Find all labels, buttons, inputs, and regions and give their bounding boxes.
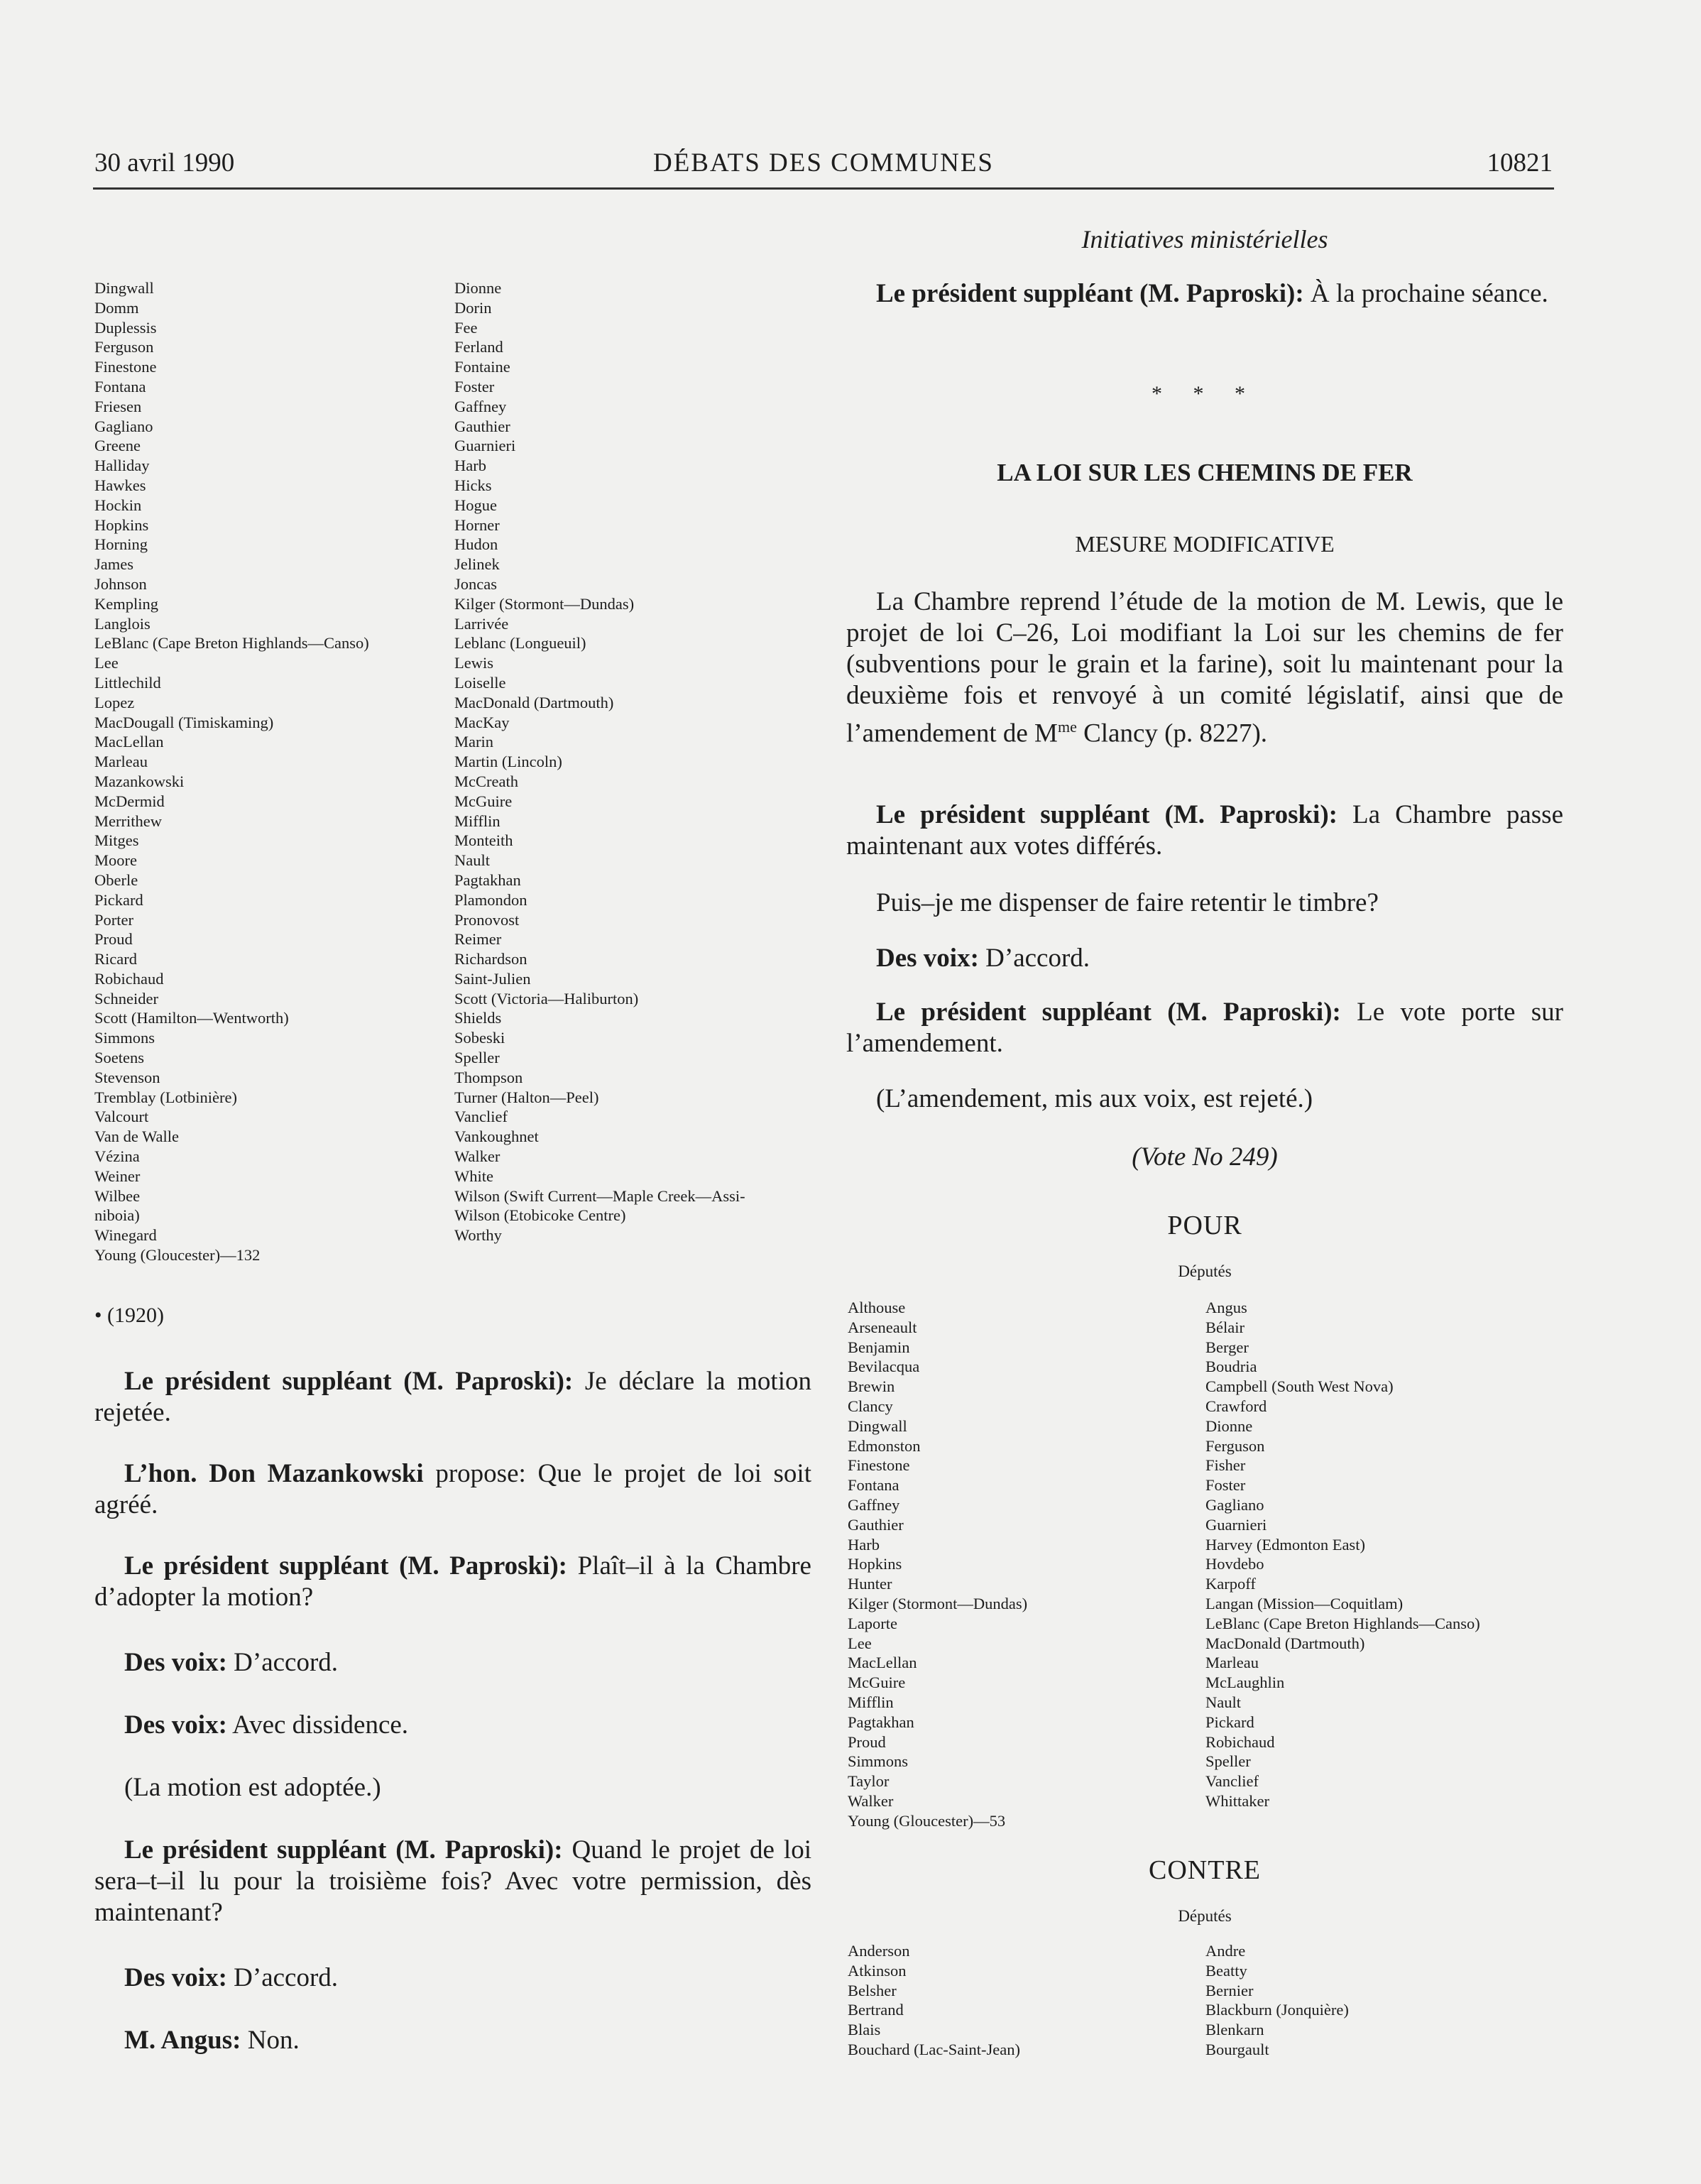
- speech-text: Non.: [241, 2026, 300, 2055]
- page-header: [94, 148, 1553, 187]
- list-item: Harb: [848, 1535, 880, 1554]
- list-item: Blais: [848, 2021, 881, 2039]
- list-item: Bevilacqua: [848, 1358, 920, 1376]
- list-item: Ferland: [454, 338, 503, 356]
- list-item: Van de Walle: [94, 1128, 179, 1146]
- list-item: Dionne: [454, 279, 502, 297]
- list-item: Scott (Victoria—Haliburton): [454, 989, 639, 1008]
- list-item: Richardson: [454, 950, 527, 968]
- list-item: Bertrand: [848, 2001, 904, 2019]
- list-item: Gauthier: [848, 1515, 904, 1534]
- list-item: Hawkes: [94, 476, 146, 494]
- list-item: Foster: [1205, 1476, 1246, 1495]
- list-item: Brewin: [848, 1377, 895, 1396]
- paragraph-right-5: [846, 943, 1563, 974]
- list-item: MacKay: [454, 713, 510, 731]
- list-item: Tremblay (Lotbinière): [94, 1088, 237, 1106]
- list-item: Gaffney: [454, 397, 507, 415]
- list-item: Harvey (Edmonton East): [1205, 1535, 1365, 1554]
- header-page-number: 10821: [1487, 148, 1553, 178]
- speaker-name: Des voix:: [876, 944, 979, 973]
- list-item: James: [94, 555, 133, 574]
- speaker-name: Le président suppléant (M. Paproski):: [876, 800, 1338, 829]
- section-label: Initiatives ministérielles: [1081, 225, 1328, 253]
- list-item: McDermid: [94, 792, 165, 810]
- list-item: Gaffney: [848, 1495, 900, 1514]
- list-item: Dingwall: [94, 279, 154, 297]
- name-list-left-col1: [94, 278, 449, 1265]
- list-item: Soetens: [94, 1049, 144, 1067]
- paragraph-left-8: [94, 1962, 811, 1994]
- list-item: Taylor: [848, 1772, 890, 1791]
- pour-heading: POUR: [1167, 1211, 1242, 1240]
- paragraph-right-2: [846, 586, 1563, 749]
- procedural-note: (L’amendement, mis aux voix, est rejeté.): [876, 1084, 1313, 1113]
- speaker-name: Le président suppléant (M. Paproski):: [124, 1367, 574, 1396]
- list-item: Vanclief: [454, 1108, 508, 1126]
- list-item: Gagliano: [1205, 1495, 1264, 1514]
- list-item: Fee: [454, 318, 478, 337]
- superscript: me: [1057, 718, 1077, 736]
- speaker-name: Le président suppléant (M. Paproski):: [124, 1835, 563, 1864]
- list-item: Anderson: [848, 1942, 910, 1960]
- list-item: Hopkins: [848, 1555, 902, 1573]
- speaker-name: M. Angus:: [124, 2026, 241, 2055]
- list-item: Finestone: [94, 358, 157, 376]
- paragraph-left-4: [94, 1647, 811, 1678]
- list-item: Marleau: [1205, 1654, 1259, 1672]
- list-item: Pickard: [1205, 1713, 1254, 1731]
- section-heading: LA LOI SUR LES CHEMINS DE FER: [997, 459, 1413, 486]
- list-item: Mazankowski: [94, 772, 185, 790]
- list-item: Langan (Mission—Coquitlam): [1205, 1594, 1404, 1612]
- list-item: Mifflin: [848, 1693, 894, 1711]
- list-item: Foster: [454, 377, 495, 395]
- speaker-name: Le président suppléant (M. Paproski):: [876, 998, 1341, 1027]
- list-item: Belsher: [848, 1981, 897, 1999]
- speaker-name: Des voix:: [124, 1710, 227, 1740]
- list-item: Langlois: [94, 614, 151, 633]
- list-item: Speller: [1205, 1752, 1251, 1771]
- list-item: Bouchard (Lac-Saint-Jean): [848, 2040, 1021, 2058]
- list-item: Bernier: [1205, 1981, 1254, 1999]
- list-item: Berger: [1205, 1338, 1249, 1356]
- list-item: Speller: [454, 1049, 500, 1067]
- list-item: Benjamin: [848, 1338, 910, 1356]
- list-item: Merrithew: [94, 812, 162, 830]
- list-item: Althouse: [848, 1299, 906, 1316]
- pour-list-col2: [1205, 1298, 1575, 1811]
- list-item: Wilson (Etobicoke Centre): [454, 1206, 626, 1225]
- header-title: DÉBATS DES COMMUNES: [652, 148, 994, 178]
- list-item: Walker: [848, 1791, 894, 1810]
- list-item: Mitges: [94, 831, 139, 850]
- list-item: Blackburn (Jonquière): [1205, 2001, 1349, 2019]
- list-item: Monteith: [454, 831, 513, 850]
- speech-text: La Chambre reprend l’étude de la motion de M. Lewis, que le projet de loi C–26, Loi modifiant la Loi sur les chemins de fer (subventions pour le grain et la farine), soit lu maintenant pour la deuxième fois et renvoyé à un comité législatif, ainsi que de l’amendement de M: [846, 587, 1563, 748]
- list-item: Ferguson: [1205, 1436, 1265, 1455]
- list-item: Mifflin: [454, 812, 501, 830]
- speech-text: Le vote porte sur l’amendement.: [846, 998, 1563, 1058]
- list-item: White: [454, 1167, 493, 1185]
- list-item: Blenkarn: [1205, 2021, 1264, 2039]
- list-item: Clancy: [848, 1397, 893, 1415]
- list-item: Worthy: [454, 1226, 502, 1245]
- list-item: Saint-Julien: [454, 969, 531, 988]
- contre-list-col1: [848, 1941, 1203, 2060]
- list-item: Pickard: [94, 890, 143, 909]
- contre-heading: CONTRE: [1149, 1855, 1261, 1885]
- list-item: Karpoff: [1205, 1575, 1256, 1593]
- list-item: Nault: [1205, 1693, 1241, 1711]
- list-item: Walker: [454, 1147, 501, 1166]
- separator-stars: * * *: [1152, 382, 1258, 405]
- list-item: Schneider: [94, 989, 158, 1008]
- list-item: Laporte: [848, 1614, 897, 1632]
- list-item: MacDougall (Timiskaming): [94, 713, 274, 731]
- procedural-note: (La motion est adoptée.): [124, 1773, 381, 1802]
- list-item: Angus: [1205, 1299, 1247, 1316]
- speaker-name: Des voix:: [124, 1648, 227, 1677]
- list-item: Guarnieri: [1205, 1515, 1267, 1534]
- list-item: Lee: [94, 654, 119, 672]
- paragraph-left-9: [94, 2025, 811, 2056]
- list-item: Simmons: [848, 1752, 909, 1771]
- paragraph-left-2: [94, 1458, 811, 1521]
- list-item: Robichaud: [94, 969, 164, 988]
- list-item: Lewis: [454, 654, 493, 672]
- section-subheading: MESURE MODIFICATIVE: [1075, 531, 1335, 557]
- list-item: Guarnieri: [454, 437, 516, 455]
- list-item: Gauthier: [454, 417, 510, 435]
- list-item: Lee: [848, 1634, 872, 1652]
- speaker-name: Le président suppléant (M. Paproski):: [124, 1551, 567, 1580]
- vote-number: (Vote No 249): [1132, 1142, 1278, 1172]
- list-item: Robichaud: [1205, 1732, 1275, 1751]
- list-item: Jelinek: [454, 555, 500, 574]
- list-item: Marleau: [94, 753, 148, 771]
- speech-text: Plaît–il à la Chambre d’adopter la motion?: [94, 1551, 811, 1612]
- list-item: Hunter: [848, 1575, 892, 1593]
- list-item: Edmonston: [848, 1436, 921, 1455]
- list-item: Atkinson: [848, 1961, 907, 1980]
- list-item: Dingwall: [848, 1416, 907, 1435]
- list-item: Nault: [454, 851, 490, 870]
- list-item: Johnson: [94, 574, 147, 593]
- speech-text: Puis–je me dispenser de faire retentir le timbre?: [876, 888, 1379, 917]
- list-item: Hopkins: [94, 515, 149, 534]
- list-item: Lopez: [94, 693, 135, 711]
- list-item: Valcourt: [94, 1108, 149, 1126]
- speech-text: D’accord.: [226, 1963, 339, 1992]
- paragraph-right-6: [846, 997, 1563, 1059]
- time-marker: • (1920): [94, 1304, 164, 1327]
- list-item: Reimer: [454, 930, 502, 949]
- list-item: Boudria: [1205, 1358, 1257, 1376]
- list-item: Crawford: [1205, 1397, 1267, 1415]
- list-item: Andre: [1205, 1942, 1246, 1960]
- list-item: Joncas: [454, 574, 497, 593]
- header-date: 30 avril 1990: [94, 148, 235, 178]
- list-item: Finestone: [848, 1456, 910, 1475]
- paragraph-right-7: [846, 1083, 1563, 1115]
- list-item: Vézina: [94, 1147, 140, 1166]
- list-item: Ricard: [94, 950, 137, 968]
- paragraph-left-5: [94, 1710, 811, 1741]
- speaker-name: Des voix:: [124, 1963, 227, 1992]
- list-item: McGuire: [848, 1674, 906, 1692]
- speech-text: propose: Que le projet de loi soit agréé.: [94, 1459, 811, 1519]
- list-item: Fontana: [848, 1476, 899, 1495]
- list-item: LeBlanc (Cape Breton Highlands—Canso): [94, 634, 369, 653]
- header-rule: [93, 187, 1554, 190]
- list-item: LeBlanc (Cape Breton Highlands—Canso): [1205, 1614, 1480, 1632]
- list-item: Kempling: [94, 594, 158, 613]
- list-item: Moore: [94, 851, 137, 870]
- list-item: Young (Gloucester)—132: [94, 1246, 261, 1265]
- paragraph-right-4: [846, 888, 1563, 919]
- list-item: Hogue: [454, 496, 497, 514]
- list-item: Campbell (South West Nova): [1205, 1377, 1394, 1396]
- speech-text: Je déclare la motion rejetée.: [94, 1367, 811, 1427]
- paragraph-left-1: [94, 1366, 811, 1429]
- list-item: Weiner: [94, 1167, 141, 1185]
- list-item: Littlechild: [94, 673, 161, 692]
- list-item: Bélair: [1205, 1318, 1245, 1336]
- list-item: Porter: [94, 910, 133, 929]
- list-item: Beatty: [1205, 1961, 1247, 1980]
- speech-text: La Chambre passe maintenant aux votes différés.: [846, 800, 1563, 861]
- list-item: Hovdebo: [1205, 1555, 1264, 1573]
- list-item: Hockin: [94, 496, 142, 514]
- paragraph-left-3: [94, 1551, 811, 1613]
- list-item: Scott (Hamilton—Wentworth): [94, 1009, 289, 1027]
- list-item: Larrivée: [454, 614, 509, 633]
- list-item: Sobeski: [454, 1029, 505, 1047]
- speaker-name: Le président suppléant (M. Paproski):: [876, 279, 1304, 308]
- paragraph-left-6: [94, 1772, 811, 1803]
- list-item: Vankoughnet: [454, 1128, 539, 1146]
- list-item: Domm: [94, 298, 139, 317]
- list-item: Hudon: [454, 535, 498, 554]
- paragraph-left-7: [94, 1835, 811, 1928]
- list-item: Turner (Halton—Peel): [454, 1088, 599, 1106]
- list-item: Whittaker: [1205, 1791, 1269, 1810]
- list-item: MacLellan: [848, 1654, 917, 1672]
- list-item: Friesen: [94, 397, 142, 415]
- list-item: Thompson: [454, 1068, 523, 1086]
- list-item: Horning: [94, 535, 148, 554]
- list-item: Ferguson: [94, 338, 154, 356]
- list-item: Hicks: [454, 476, 492, 494]
- list-item: Proud: [94, 930, 133, 949]
- list-item: Fisher: [1205, 1456, 1246, 1475]
- paragraph-right-3: [846, 799, 1563, 862]
- list-item: Kilger (Stormont—Dundas): [454, 594, 635, 613]
- list-item: Pagtakhan: [454, 870, 521, 889]
- list-item: Pronovost: [454, 910, 520, 929]
- speaker-name: L’hon. Don Mazankowski: [124, 1459, 424, 1488]
- list-item: Fontaine: [454, 358, 510, 376]
- list-item: Halliday: [94, 457, 150, 475]
- list-item: MacLellan: [94, 733, 164, 751]
- deputes-label-contre: Députés: [1178, 1907, 1232, 1925]
- speech-text: D’accord.: [226, 1648, 339, 1677]
- list-item: Young (Gloucester)—53: [848, 1811, 1006, 1830]
- list-item: Kilger (Stormont—Dundas): [848, 1594, 1028, 1612]
- speech-text-tail: Clancy (p. 8227).: [1076, 719, 1268, 748]
- list-item: Plamondon: [454, 890, 527, 909]
- list-item: Dorin: [454, 298, 492, 317]
- list-item: Fontana: [94, 377, 146, 395]
- list-item: McGuire: [454, 792, 513, 810]
- list-item: Arseneault: [848, 1318, 917, 1336]
- speech-text: À la prochaine séance.: [1303, 279, 1548, 308]
- list-item: McCreath: [454, 772, 518, 790]
- list-item: Dionne: [1205, 1416, 1253, 1435]
- name-list-left-col2: [454, 278, 838, 1245]
- list-item: Shields: [454, 1009, 502, 1027]
- list-item: Harb: [454, 457, 486, 475]
- list-item: McLaughlin: [1205, 1674, 1285, 1692]
- list-item: Oberle: [94, 870, 138, 889]
- contre-list-col2: [1205, 1941, 1575, 2060]
- list-item: Bourgault: [1205, 2040, 1269, 2058]
- speech-text: D’accord.: [978, 944, 1090, 973]
- list-item: Duplessis: [94, 318, 157, 337]
- list-item: Leblanc (Longueuil): [454, 634, 586, 653]
- list-item: Proud: [848, 1732, 886, 1751]
- list-item: Greene: [94, 437, 141, 455]
- speech-text: Avec dissidence.: [226, 1710, 409, 1740]
- speech-text: Quand le projet de loi sera–t–il lu pour la troisième fois? Avec votre permission, dès maintenant?: [94, 1835, 811, 1927]
- paragraph-right-1: [846, 278, 1563, 310]
- list-item: Stevenson: [94, 1068, 160, 1086]
- list-item: MacDonald (Dartmouth): [1205, 1634, 1365, 1652]
- list-item: Simmons: [94, 1029, 155, 1047]
- list-item: Vanclief: [1205, 1772, 1259, 1791]
- list-item: Marin: [454, 733, 493, 751]
- list-item: Winegard: [94, 1226, 157, 1245]
- list-item: Wilbee: [94, 1186, 141, 1205]
- list-item: Loiselle: [454, 673, 506, 692]
- deputes-label-pour: Députés: [1178, 1262, 1232, 1280]
- list-item: Wilson (Swift Current—Maple Creek—Assi-: [454, 1186, 745, 1205]
- list-item: MacDonald (Dartmouth): [454, 693, 614, 711]
- list-item: Pagtakhan: [848, 1713, 914, 1731]
- list-item: Gagliano: [94, 417, 153, 435]
- list-item: niboia): [94, 1206, 140, 1225]
- list-item: Martin (Lincoln): [454, 753, 562, 771]
- pour-list-col1: [848, 1298, 1203, 1831]
- list-item: Horner: [454, 515, 500, 534]
